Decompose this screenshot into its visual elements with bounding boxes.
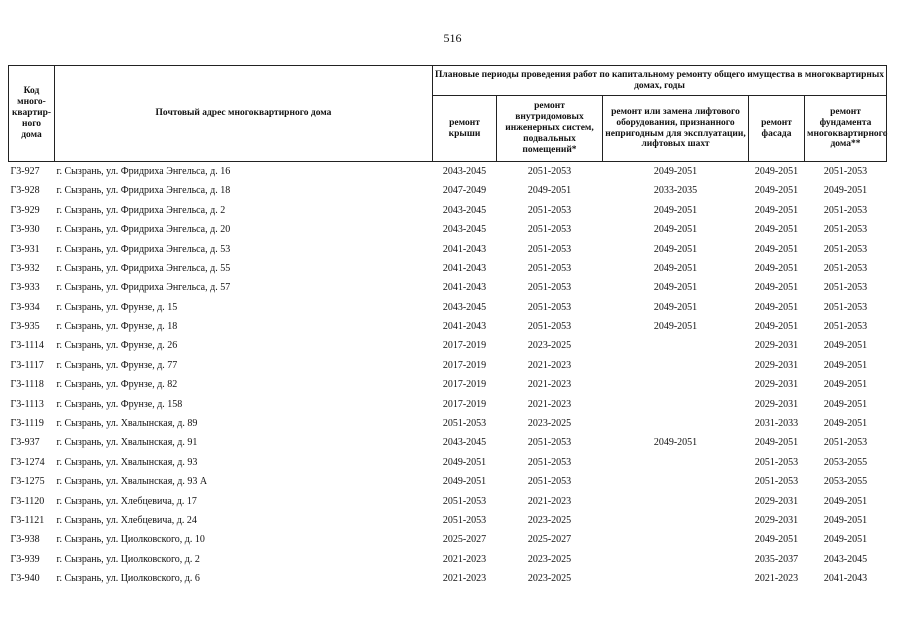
table-header	[9, 66, 887, 162]
header-code: Код много-квартир-ного дома	[9, 66, 55, 162]
cell-systems: 2023-2025	[527, 553, 572, 565]
cell-foundation: 2053-2055	[823, 476, 868, 488]
cell-facade: 2049-2051	[754, 224, 799, 236]
header-roof: ремонт крыши	[433, 96, 497, 162]
cell-facade: 2049-2051	[754, 204, 799, 216]
cell-elevator	[603, 356, 749, 375]
cell-code: Г3-929	[10, 204, 40, 216]
cell-address: г. Сызрань, ул. Фрунзе, д. 18	[56, 321, 178, 333]
cell-elevator: 2049-2051	[603, 162, 749, 182]
cell-elevator: 2049-2051	[653, 301, 698, 313]
table-row	[9, 569, 887, 588]
cell-code: Г3-1275	[10, 476, 45, 488]
cell-facade: 2049-2051	[754, 534, 799, 546]
cell-code: Г3-1114	[10, 340, 44, 352]
cell-foundation: 2049-2051	[823, 185, 868, 197]
cell-systems: 2051-2053	[527, 301, 572, 313]
cell-roof: 2017-2019	[442, 359, 487, 371]
cell-foundation: 2049-2051	[823, 418, 868, 430]
cell-roof: 2041-2043	[442, 321, 487, 333]
cell-systems: 2051-2053	[527, 224, 572, 236]
cell-roof: 2049-2051	[442, 476, 487, 488]
cell-systems: 2049-2051	[527, 185, 572, 197]
cell-roof: 2017-2019	[442, 340, 487, 352]
cell-systems: 2051-2053	[497, 162, 603, 182]
cell-systems: 2023-2025	[527, 340, 572, 352]
cell-systems: 2023-2025	[527, 418, 572, 430]
cell-address: г. Сызрань, ул. Фридриха Энгельса, д. 53	[56, 243, 231, 255]
cell-elevator: 2049-2051	[653, 243, 698, 255]
table-row	[9, 492, 887, 511]
cell-code: Г3-1119	[10, 418, 44, 430]
cell-code: Г3-1118	[10, 379, 44, 391]
cell-address: г. Сызрань, ул. Хвалынская, д. 89	[56, 418, 198, 430]
cell-facade: 2049-2051	[754, 437, 799, 449]
cell-code: Г3-938	[10, 534, 40, 546]
cell-address: г. Сызрань, ул. Хлебцевича, д. 24	[56, 514, 197, 526]
table-row	[9, 511, 887, 530]
page-number: 516	[443, 31, 462, 45]
cell-address: г. Сызрань, ул. Хлебцевича, д. 17	[56, 495, 197, 507]
cell-code: Г3-934	[10, 301, 40, 313]
cell-roof: 2017-2019	[442, 398, 487, 410]
cell-elevator: 2049-2051	[653, 321, 698, 333]
cell-roof: 2043-2045	[442, 224, 487, 236]
cell-address: г. Сызрань, ул. Фрунзе, д. 82	[56, 379, 178, 391]
cell-roof: 2025-2027	[442, 534, 487, 546]
cell-foundation: 2051-2053	[823, 204, 868, 216]
cell-address: г. Сызрань, ул. Фридриха Энгельса, д. 20	[56, 224, 231, 236]
table-row	[9, 395, 887, 414]
cell-roof: 2051-2053	[442, 495, 487, 507]
table-row	[9, 375, 887, 394]
header-foundation: ремонт фундамента многоквартирного дома**	[805, 96, 887, 162]
table-row	[9, 550, 887, 569]
cell-elevator	[603, 414, 749, 433]
table-row	[9, 433, 887, 452]
table-row	[9, 317, 887, 336]
header-systems: ремонт внутридомовых инженерных систем, подвальных помещений*	[497, 96, 603, 162]
cell-foundation: 2049-2051	[823, 514, 868, 526]
cell-roof: 2041-2043	[442, 243, 487, 255]
cell-address: г. Сызрань, ул. Фрунзе, д. 26	[56, 340, 178, 352]
cell-code: Г3-931	[10, 243, 40, 255]
cell-code: Г3-939	[10, 553, 40, 565]
cell-facade: 2049-2051	[754, 185, 799, 197]
cell-systems: 2021-2023	[527, 359, 572, 371]
cell-foundation: 2053-2055	[823, 456, 868, 468]
cell-roof: 2041-2043	[442, 262, 487, 274]
cell-address: г. Сызрань, ул. Фридриха Энгельса, д. 16	[55, 162, 433, 182]
cell-foundation: 2049-2051	[823, 379, 868, 391]
cell-elevator	[603, 453, 749, 472]
cell-roof: 2051-2053	[442, 418, 487, 430]
cell-foundation: 2051-2053	[823, 243, 868, 255]
header-periods: Плановые периоды проведения работ по капитальному ремонту общего имущества в многоквартирных домах, годы	[433, 66, 887, 96]
cell-systems: 2051-2053	[527, 204, 572, 216]
cell-systems: 2051-2053	[527, 282, 572, 294]
cell-foundation: 2051-2053	[823, 437, 868, 449]
cell-facade: 2049-2051	[754, 243, 799, 255]
cell-roof: 2043-2045	[442, 437, 487, 449]
cell-foundation: 2049-2051	[823, 359, 868, 371]
cell-elevator: 2049-2051	[653, 224, 698, 236]
cell-elevator: 2049-2051	[653, 262, 698, 274]
cell-systems: 2021-2023	[527, 495, 572, 507]
cell-code: Г3-933	[10, 282, 40, 294]
cell-systems: 2023-2025	[527, 573, 572, 585]
cell-elevator	[603, 375, 749, 394]
header-elevator: ремонт или замена лифтового оборудования, признанного непригодным для эксплуатации, лифтовых шахт	[603, 96, 749, 162]
cell-roof: 2017-2019	[442, 379, 487, 391]
cell-roof: 2043-2045	[442, 204, 487, 216]
cell-roof: 2047-2049	[442, 185, 487, 197]
cell-systems: 2051-2053	[527, 243, 572, 255]
cell-systems: 2025-2027	[527, 534, 572, 546]
cell-foundation: 2051-2053	[805, 162, 887, 182]
cell-elevator: 2049-2051	[653, 437, 698, 449]
cell-roof: 2049-2051	[442, 456, 487, 468]
cell-systems: 2051-2053	[527, 437, 572, 449]
cell-facade: 2035-2037	[754, 553, 799, 565]
cell-roof: 2051-2053	[442, 514, 487, 526]
table-row	[9, 298, 887, 317]
table-row	[9, 472, 887, 491]
cell-address: г. Сызрань, ул. Фридриха Энгельса, д. 18	[56, 185, 231, 197]
table-row	[9, 356, 887, 375]
cell-elevator	[603, 569, 749, 588]
cell-code: Г3-940	[10, 573, 40, 585]
cell-elevator	[603, 472, 749, 491]
table-row	[9, 278, 887, 297]
cell-facade: 2049-2051	[749, 162, 805, 182]
table-row	[9, 181, 887, 200]
cell-facade: 2029-2031	[754, 495, 799, 507]
cell-facade: 2049-2051	[754, 321, 799, 333]
cell-code: Г3-927	[9, 162, 55, 182]
cell-elevator: 2033-2035	[653, 185, 698, 197]
cell-roof: 2041-2043	[442, 282, 487, 294]
cell-address: г. Сызрань, ул. Фрунзе, д. 77	[56, 359, 178, 371]
cell-address: г. Сызрань, ул. Хвалынская, д. 91	[56, 437, 198, 449]
cell-elevator: 2049-2051	[653, 204, 698, 216]
cell-roof: 2021-2023	[442, 573, 487, 585]
cell-facade: 2049-2051	[754, 282, 799, 294]
table-row	[9, 414, 887, 433]
cell-roof: 2043-2045	[433, 162, 497, 182]
table-row	[9, 220, 887, 239]
cell-code: Г3-1274	[10, 456, 45, 468]
header-facade: ремонт фасада	[749, 96, 805, 162]
cell-code: Г3-1121	[10, 514, 45, 526]
cell-foundation: 2051-2053	[823, 301, 868, 313]
table-row	[9, 162, 887, 182]
cell-foundation: 2049-2051	[823, 340, 868, 352]
cell-facade: 2029-2031	[754, 514, 799, 526]
cell-systems: 2021-2023	[527, 379, 572, 391]
cell-code: Г3-935	[10, 321, 40, 333]
cell-systems: 2051-2053	[527, 321, 572, 333]
cell-elevator	[603, 492, 749, 511]
cell-facade: 2049-2051	[754, 301, 799, 313]
header-address: Почтовый адрес многоквартирного дома	[55, 66, 433, 162]
table-body	[9, 162, 887, 589]
table-row	[9, 201, 887, 220]
cell-foundation: 2051-2053	[823, 282, 868, 294]
cell-foundation: 2051-2053	[823, 224, 868, 236]
table-row	[9, 337, 887, 356]
cell-facade: 2029-2031	[754, 379, 799, 391]
cell-foundation: 2043-2045	[823, 553, 868, 565]
cell-roof: 2021-2023	[442, 553, 487, 565]
cell-code: Г3-930	[10, 224, 40, 236]
cell-address: г. Сызрань, ул. Циолковского, д. 2	[56, 553, 200, 565]
cell-address: г. Сызрань, ул. Фридриха Энгельса, д. 55	[56, 262, 231, 274]
cell-facade: 2029-2031	[754, 340, 799, 352]
table-row	[9, 259, 887, 278]
cell-foundation: 2049-2051	[823, 398, 868, 410]
cell-address: г. Сызрань, ул. Фрунзе, д. 158	[56, 398, 183, 410]
cell-elevator	[603, 530, 749, 549]
cell-code: Г3-932	[10, 262, 40, 274]
cell-facade: 2021-2023	[754, 573, 799, 585]
cell-address: г. Сызрань, ул. Циолковского, д. 6	[56, 573, 200, 585]
cell-address: г. Сызрань, ул. Хвалынская, д. 93 А	[56, 476, 208, 488]
cell-code: Г3-1120	[10, 495, 45, 507]
table-row	[9, 240, 887, 259]
cell-code: Г3-1113	[10, 398, 44, 410]
repair-schedule-table	[8, 65, 887, 589]
cell-foundation: 2049-2051	[823, 534, 868, 546]
cell-address: г. Сызрань, ул. Фридриха Энгельса, д. 57	[56, 282, 231, 294]
cell-roof: 2043-2045	[442, 301, 487, 313]
cell-systems: 2051-2053	[527, 476, 572, 488]
cell-code: Г3-1117	[10, 359, 44, 371]
cell-address: г. Сызрань, ул. Фридриха Энгельса, д. 2	[56, 204, 226, 216]
cell-elevator	[603, 395, 749, 414]
cell-code: Г3-937	[10, 437, 40, 449]
cell-facade: 2029-2031	[754, 359, 799, 371]
cell-foundation: 2051-2053	[823, 321, 868, 333]
cell-foundation: 2041-2043	[823, 573, 868, 585]
cell-elevator	[603, 337, 749, 356]
cell-facade: 2051-2053	[754, 456, 799, 468]
cell-foundation: 2051-2053	[823, 262, 868, 274]
cell-elevator	[603, 550, 749, 569]
cell-code: Г3-928	[10, 185, 40, 197]
cell-foundation: 2049-2051	[823, 495, 868, 507]
cell-address: г. Сызрань, ул. Циолковского, д. 10	[56, 534, 205, 546]
cell-systems: 2021-2023	[527, 398, 572, 410]
cell-elevator	[603, 511, 749, 530]
table-row	[9, 530, 887, 549]
cell-facade: 2049-2051	[754, 262, 799, 274]
cell-systems: 2051-2053	[527, 262, 572, 274]
cell-systems: 2051-2053	[527, 456, 572, 468]
cell-facade: 2029-2031	[754, 398, 799, 410]
table-row	[9, 453, 887, 472]
cell-facade: 2031-2033	[754, 418, 799, 430]
cell-systems: 2023-2025	[527, 514, 572, 526]
cell-address: г. Сызрань, ул. Фрунзе, д. 15	[56, 301, 178, 313]
cell-facade: 2051-2053	[754, 476, 799, 488]
cell-elevator: 2049-2051	[653, 282, 698, 294]
cell-address: г. Сызрань, ул. Хвалынская, д. 93	[56, 456, 198, 468]
